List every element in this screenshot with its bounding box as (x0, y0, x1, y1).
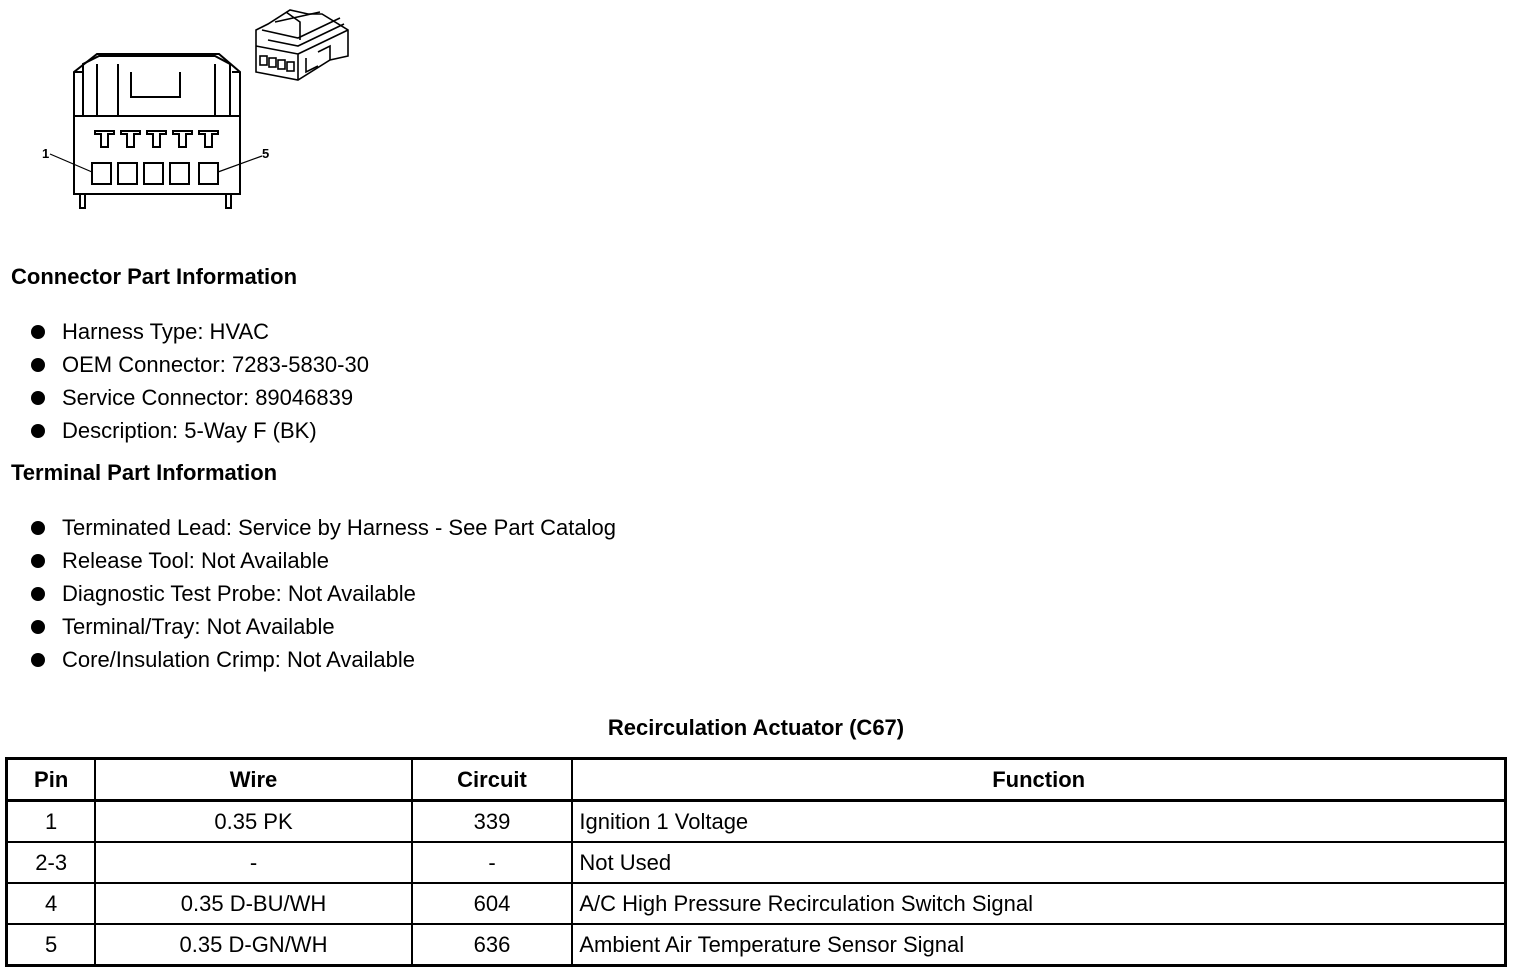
cell-pin: 5 (7, 924, 96, 966)
cell-wire: 0.35 PK (95, 801, 411, 843)
list-item-text: Terminal/Tray: Not Available (62, 614, 335, 639)
list-item (28, 348, 369, 381)
connector-face-drawing (50, 54, 262, 208)
list-item-text: Diagnostic Test Probe: Not Available (62, 581, 416, 606)
list-item (28, 381, 369, 414)
bullet-icon (31, 653, 45, 667)
header-wire: Wire (95, 759, 411, 801)
cell-wire: - (95, 842, 411, 883)
cell-circuit: - (412, 842, 573, 883)
cell-circuit: 636 (412, 924, 573, 966)
bullet-icon (31, 521, 45, 535)
cell-circuit: 339 (412, 801, 573, 843)
terminal-info-title: Terminal Part Information (11, 460, 278, 485)
pin-label-5: 5 (262, 146, 270, 161)
list-item (28, 544, 616, 577)
bullet-icon (31, 325, 45, 339)
bullet-icon (31, 554, 45, 568)
bullet-icon (31, 587, 45, 601)
header-circuit: Circuit (412, 759, 573, 801)
connector-info-title: Connector Part Information (11, 264, 298, 289)
table-row (7, 924, 1506, 966)
list-item-text: Terminated Lead: Service by Harness - See Part Catalog (62, 515, 616, 540)
cell-function: Ignition 1 Voltage (572, 801, 1505, 843)
list-item (28, 643, 616, 676)
cell-function: Not Used (572, 842, 1505, 883)
list-item-text: Core/Insulation Crimp: Not Available (62, 647, 415, 672)
cell-pin: 1 (7, 801, 96, 843)
bullet-icon (31, 424, 45, 438)
header-pin: Pin (7, 759, 96, 801)
list-item-text: OEM Connector: 7283-5830-30 (62, 352, 369, 377)
terminal-info-list (28, 511, 616, 676)
bullet-icon (31, 391, 45, 405)
pinout-table (5, 757, 1507, 967)
connector-3d-icon (256, 10, 348, 80)
list-item-text: Harness Type: HVAC (62, 319, 270, 344)
cell-pin: 4 (7, 883, 96, 924)
connector-drawing (0, 0, 380, 230)
pin-label-1: 1 (42, 146, 50, 161)
list-item (28, 610, 616, 643)
table-title: Recirculation Actuator (C67) (607, 715, 905, 740)
cell-circuit: 604 (412, 883, 573, 924)
table-header-row (7, 759, 1506, 801)
list-item (28, 315, 369, 348)
bullet-icon (31, 620, 45, 634)
table-row (7, 883, 1506, 924)
cell-wire: 0.35 D-BU/WH (95, 883, 411, 924)
list-item-text: Release Tool: Not Available (62, 548, 330, 573)
table-row (7, 842, 1506, 883)
list-item (28, 414, 369, 447)
cell-wire: 0.35 D-GN/WH (95, 924, 411, 966)
list-item (28, 511, 616, 544)
cell-function: A/C High Pressure Recirculation Switch Signal (572, 883, 1505, 924)
cell-pin: 2-3 (7, 842, 96, 883)
list-item-text: Service Connector: 89046839 (62, 385, 354, 410)
connector-info-list (28, 315, 369, 447)
list-item (28, 577, 616, 610)
header-function: Function (572, 759, 1505, 801)
cell-function: Ambient Air Temperature Sensor Signal (572, 924, 1505, 966)
bullet-icon (31, 358, 45, 372)
table-row (7, 801, 1506, 843)
list-item-text: Description: 5-Way F (BK) (62, 418, 317, 443)
